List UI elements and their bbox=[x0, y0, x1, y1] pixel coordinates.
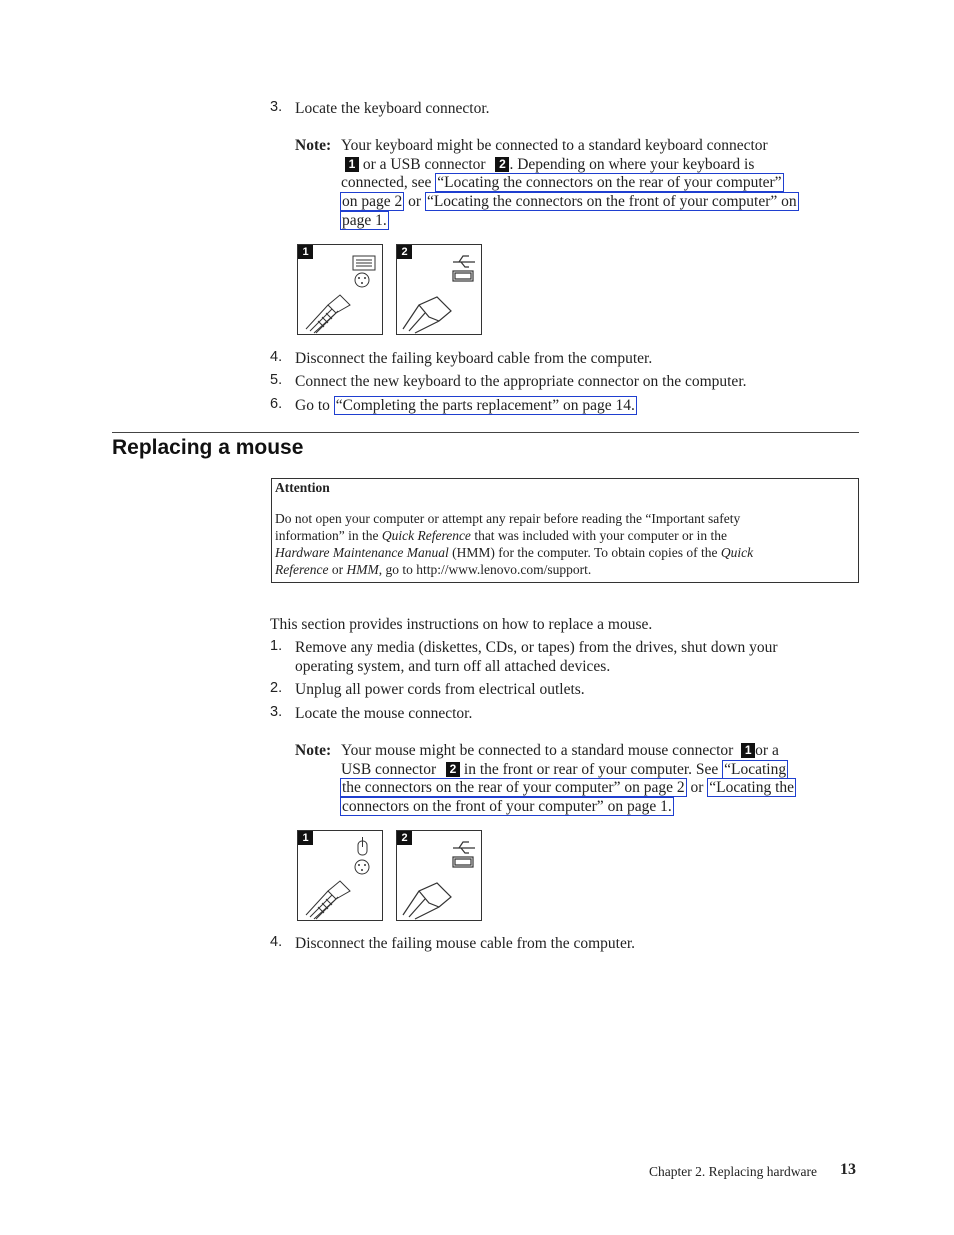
footer-chapter: Chapter 2. Replacing hardware bbox=[649, 1164, 817, 1179]
front-connectors-link[interactable]: connectors on the front of your computer” on page 1. bbox=[342, 798, 672, 815]
rear-connectors-link[interactable]: on page 2 bbox=[342, 193, 403, 210]
note-text: connected, see “Locating the connectors on the rear of your computer” bbox=[341, 174, 782, 191]
note-text: on page 2 or “Locating the connectors on the front of your computer” on bbox=[342, 193, 797, 210]
rear-connectors-link[interactable]: “Locating the connectors on the rear of your computer” bbox=[437, 174, 782, 191]
step-text: Remove any media (diskettes, CDs, or tapes) from the drives, shut down your bbox=[295, 639, 778, 656]
note-text: USB connector 2 in the front or rear of your computer. See “Locating bbox=[341, 761, 787, 778]
step-text: operating system, and turn off all attached devices. bbox=[295, 658, 611, 675]
note-text: 1 or a USB connector 2 . Depending on where your keyboard is bbox=[345, 155, 754, 174]
attention-text: Hardware Maintenance Manual (HMM) for the computer. To obtain copies of the Quick bbox=[275, 545, 754, 560]
front-connectors-link[interactable]: “Locating the bbox=[709, 779, 795, 796]
step-text: Connect the new keyboard to the appropriate connector on the computer. bbox=[295, 373, 747, 390]
step-number: 4. bbox=[270, 349, 283, 365]
note-text bbox=[340, 797, 674, 816]
page-number: 13 bbox=[840, 1161, 856, 1178]
step-text: Locate the mouse connector. bbox=[295, 705, 473, 722]
callout-2: 2 bbox=[397, 831, 412, 845]
step-text: Go to “Completing the parts replacement” on page 14. bbox=[295, 397, 635, 414]
note-label: Note: bbox=[295, 742, 332, 759]
attention-text: Do not open your computer or attempt any repair before reading the “Important safety bbox=[275, 511, 741, 526]
attention-heading: Attention bbox=[275, 480, 330, 495]
callout-2: 2 bbox=[397, 245, 412, 259]
rear-connectors-link[interactable]: the connectors on the rear of your computer” on page 2 bbox=[342, 779, 685, 796]
front-connectors-link[interactable]: page 1. bbox=[342, 212, 387, 229]
callout-2: 2 bbox=[446, 762, 460, 777]
step-text: Unplug all power cords from electrical outlets. bbox=[295, 681, 585, 698]
step-number: 3. bbox=[270, 99, 283, 115]
callout-1: 1 bbox=[298, 245, 313, 259]
attention-text: Reference or HMM, go to http://www.lenovo.com/support. bbox=[275, 562, 592, 577]
section-title: Replacing a mouse bbox=[112, 436, 304, 459]
front-connectors-link[interactable]: “Locating the connectors on the front of your computer” on bbox=[426, 193, 797, 210]
step-number: 6. bbox=[270, 396, 283, 412]
keyboard-connector-figure bbox=[297, 244, 383, 335]
step-text: Disconnect the failing keyboard cable from the computer. bbox=[295, 350, 653, 367]
note-text: the connectors on the rear of your computer” on page 2 or “Locating the bbox=[342, 779, 795, 796]
step-number: 4. bbox=[270, 934, 283, 950]
intro-text: This section provides instructions on how to replace a mouse. bbox=[270, 616, 653, 633]
step-number: 3. bbox=[270, 704, 283, 720]
callout-1: 1 bbox=[741, 743, 755, 758]
step-number: 2. bbox=[270, 680, 283, 696]
completing-replacement-link[interactable]: “Completing the parts replacement” on page 14. bbox=[335, 397, 635, 414]
callout-2: 2 bbox=[495, 157, 509, 172]
usb-connector-figure bbox=[396, 244, 482, 335]
step-text: Disconnect the failing mouse cable from the computer. bbox=[295, 935, 636, 952]
attention-text: information” in the Quick Reference that was included with your computer or in the bbox=[275, 528, 728, 543]
callout-1: 1 bbox=[298, 831, 313, 845]
attention-box bbox=[271, 478, 859, 583]
note-label: Note: bbox=[295, 137, 332, 154]
note-text: Your mouse might be connected to a standard mouse connector 1 or a bbox=[341, 742, 779, 759]
usb-connector-figure bbox=[396, 830, 482, 921]
step-number: 5. bbox=[270, 372, 283, 388]
callout-1: 1 bbox=[345, 157, 359, 172]
note-text bbox=[340, 211, 389, 230]
step-number: 1. bbox=[270, 638, 283, 654]
section-divider bbox=[112, 432, 859, 433]
note-text: Your keyboard might be connected to a standard keyboard connector bbox=[341, 137, 768, 154]
rear-connectors-link[interactable]: “Locating bbox=[724, 761, 787, 778]
step-text: Locate the keyboard connector. bbox=[295, 100, 490, 117]
mouse-connector-figure bbox=[297, 830, 383, 921]
